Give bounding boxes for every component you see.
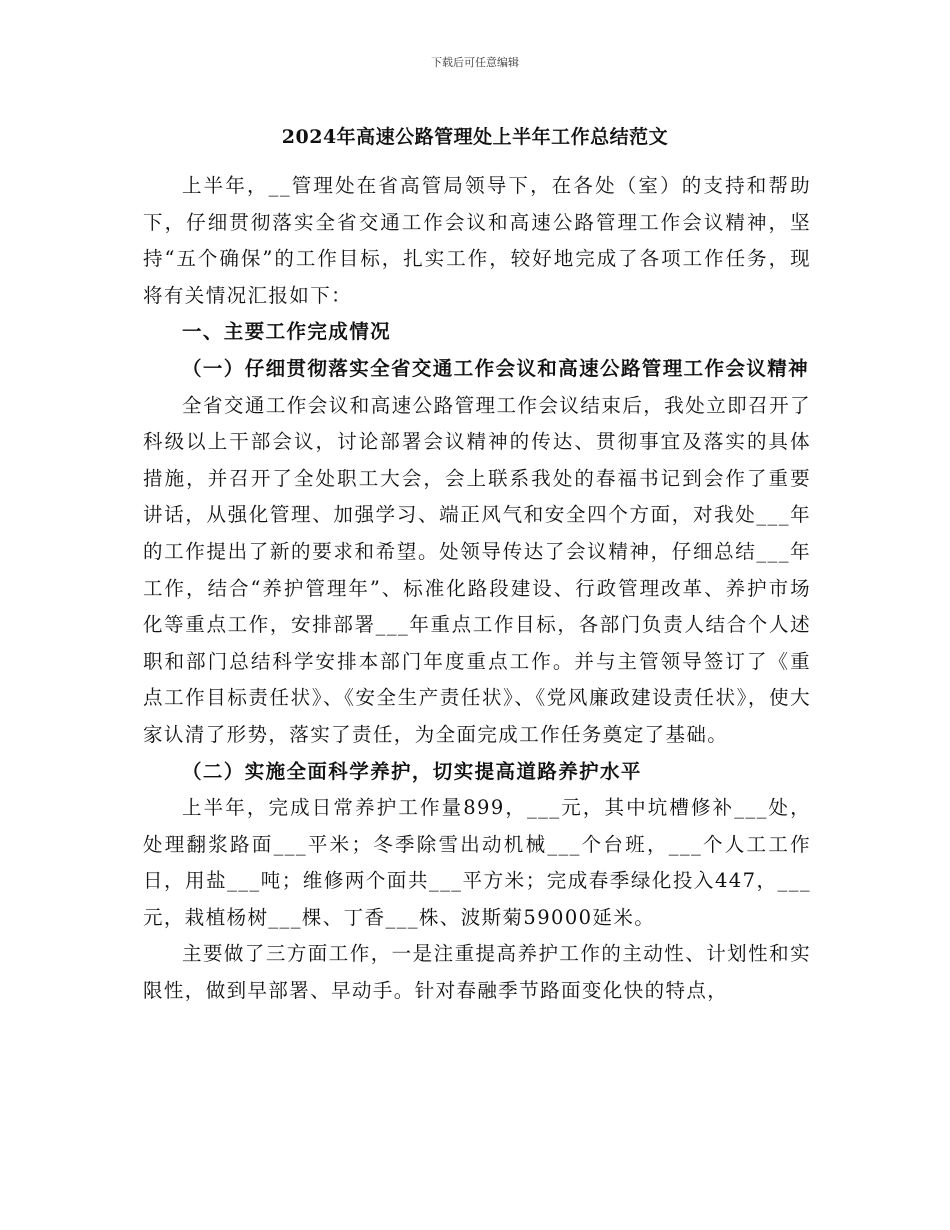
intro-paragraph: 上半年，__管理处在省高管局领导下，在各处（室）的支持和帮助下，仔细贯彻落实全省交通工作会议和高速公路管理工作会议精神，坚持“五个确保”的工作目标，扎实工作，较好地完成了各项工作任务，现将有关情况汇报如下： xyxy=(143,174,811,307)
document-title: 2024年高速公路管理处上半年工作总结范文 xyxy=(281,126,669,148)
document-body xyxy=(143,168,811,1010)
page-header-note: 下载后可任意编辑 xyxy=(431,56,519,69)
subsection-1-paragraph: 全省交通工作会议和高速公路管理工作会议结束后，我处立即召开了科级以上干部会议，讨论部署会议精神的传达、贯彻事宜及落实的具体措施，并召开了全处职工大会，会上联系我处的春福书记到会作了重要讲话，从强化管理、加强学习、端正风气和安全四个方面，对我处___年的工作提出了新的要求和希望。处领导传达了会议精神，仔细总结___年工作，结合“养护管理年”、标准化路段建设、行政管理改革、养护市场化等重点工作，安排部署___年重点工作目标，各部门负责人结合个人述职和部门总结科学安排本部门年度重点工作。并与主管领导签订了《重点工作目标责任状》、《安全生产责任状》、《党风廉政建设责任状》，使大家认清了形势，落实了责任，为全面完成工作任务奠定了基础。 xyxy=(143,393,811,746)
section-heading-1: 一、主要工作完成情况 xyxy=(182,320,392,344)
subsection-2-paragraph-2: 主要做了三方面工作，一是注重提高养护工作的主动性、计划性和实限性，做到早部署、早动手。针对春融季节路面变化快的特点， xyxy=(143,942,811,1003)
subsection-heading-2: （二）实施全面科学养护，切实提高道路养护水平 xyxy=(182,759,642,783)
subsection-2-paragraph-1: 上半年，完成日常养护工作量899，___元，其中坑槽修补___处，处理翻浆路面___平米；冬季除雪出动机械___个台班，___个人工工作日，用盐___吨；维修两个面共___平方米；完成春季绿化投入447，___元，栽植杨树___棵、丁香___株、波斯菊59000延米。 xyxy=(143,796,811,929)
subsection-heading-1: （一）仔细贯彻落实全省交通工作会议和高速公路管理工作会议精神 xyxy=(182,356,810,380)
